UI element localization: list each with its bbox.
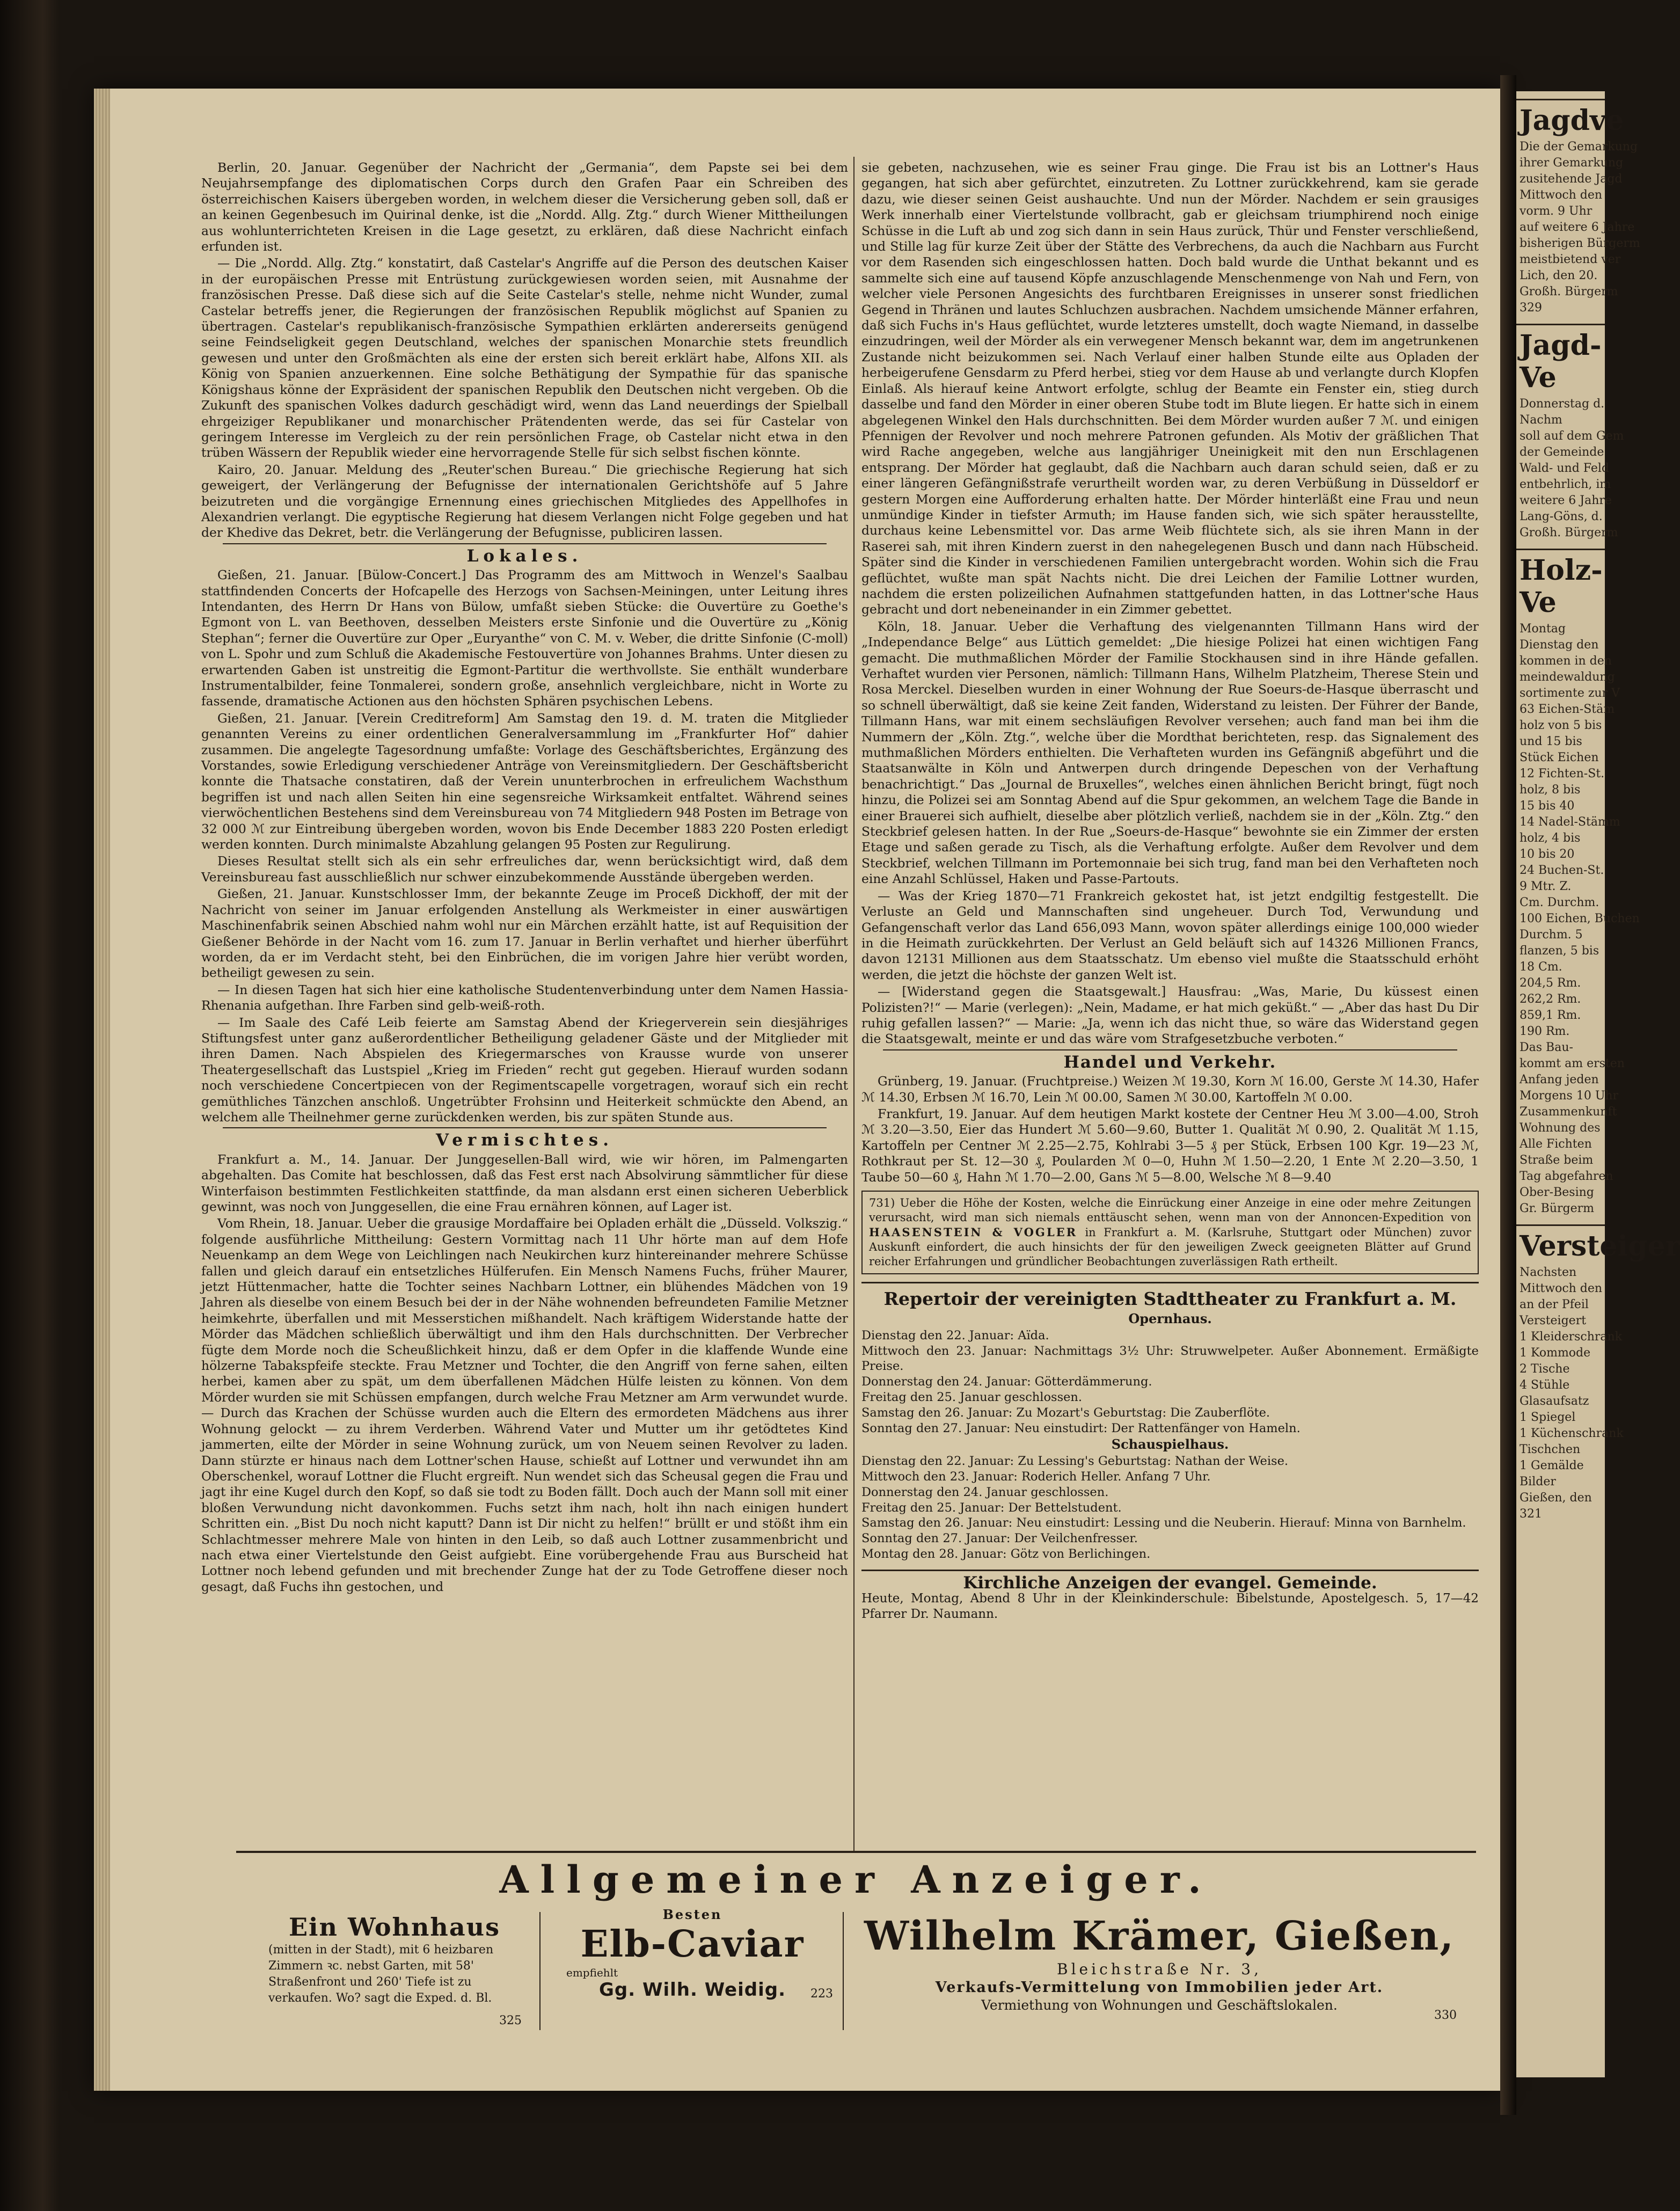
adjacent-page bbox=[1516, 91, 1680, 2077]
adjacent-page-line: Lang-Göns, d. bbox=[1520, 510, 1603, 523]
adjacent-page-line: 63 Eichen-Stäm bbox=[1520, 703, 1615, 716]
right-column bbox=[861, 160, 1479, 1622]
left-column bbox=[201, 160, 848, 1596]
section-rule bbox=[223, 1127, 827, 1128]
ad-caviar-sub: Besten bbox=[662, 1907, 722, 1922]
adjacent-page-line: 190 Rm. bbox=[1520, 1025, 1570, 1038]
play-entry: Montag den 28. Januar: Götz von Berlichingen. bbox=[861, 1546, 1151, 1561]
adjacent-page-line: der Gemeinde bbox=[1520, 446, 1604, 459]
anzeiger-title: Allgemeiner Anzeiger. bbox=[499, 1857, 1213, 1902]
ad-wohnhaus bbox=[268, 1912, 521, 2006]
adjacent-page-line: Wohnung des bbox=[1520, 1121, 1601, 1135]
lokales-item: — Im Saale des Café Leib feierte am Samstag Abend der Kriegerverein sein diesjähriges Stiftungsfest unter ganz außerordentlicher Betheiligung geladener Gäste und der Mitglieder mit ihren Damen. Nach Abspielen des Kriegermarsches von Krausse wurde von unserer Theatergesellschaft das Lustspiel „Krieg im Frieden“ recht gut gegeben. Hierauf wurden sodann noch verschiedene Concertpiecen von der Regimentscapelle vorgetragen, worauf sich ein recht gemüthliches Tänzchen anschloß. Ungetrübter Frohsinn und Heiterkeit schmückte den Abend, an welchem alle Theilnehmer gerne zurückdenken werden, bis zur späten Stunde aus. bbox=[201, 1015, 848, 1125]
adjacent-page-line: Gießen, den bbox=[1520, 1491, 1592, 1505]
adjacent-page-line: holz, 4 bis bbox=[1520, 831, 1581, 845]
adjacent-page-line: 9 Mtr. Z. bbox=[1520, 880, 1572, 893]
opera-entry: Donnerstag den 24. Januar: Götterdämmerung. bbox=[861, 1375, 1152, 1389]
opera-entry: Mittwoch den 23. Januar: Nachmittags 3½ Uhr: Struwwelpeter. Außer Abonnement. Ermäßigte Preise. bbox=[861, 1344, 1479, 1374]
opera-entry: Sonntag den 27. Januar: Neu einstudirt: Der Rattenfänger von Hameln. bbox=[861, 1421, 1301, 1435]
adjacent-page-line: 321 bbox=[1520, 1507, 1542, 1521]
play-entry: Mittwoch den 23. Januar: Roderich Heller. Anfang 7 Uhr. bbox=[861, 1469, 1211, 1484]
adjacent-page-line: Jagdve bbox=[1516, 99, 1605, 139]
news-nordd: — Die „Nordd. Allg. Ztg.“ konstatirt, daß Castelar's Angriffe auf die Person des deutschen Kaiser in der europäischen Presse mit Entrüstung zurückgewiesen worden seien, mit Ausnahme der französischen Presse. Daß diese sich auf die Seite Castelar's stelle, nehme nicht Wunder, zumal Castelar betreffs jener, die Regierungen der französischen Republik möglichst auf Spanien zu übertragen. Castelar's republikanisch-französische Sympathien erklärten andererseits genügend seine Feindseligkeit gegen Deutschland, welches der spanischen Monarchie stets freundlich gewesen und unter den Großmächten als eine der ersten sich bereit erklärt habe, Alfons XII. als König von Spanien anzuerkennen. Eine solche Bethätigung der Sympathie für das spanische Königshaus könne der Expräsident der spanischen Republik den Deutschen nicht vergeben. Ob die Zukunft des spanischen Volkes dadurch geschädigt wird, wenn das Land neuerdings der Spielball ehrgeiziger Republikaner und monarchischer Prätendenten werde, das sei für Castelar von geringem Interesse im Vergleich zu der rein persönlichen Frage, ob Castelar nicht etwa in den trüben Wässern der Republik wieder eine hervorragende Stelle für sich selbst fischen könnte. bbox=[201, 256, 848, 461]
adjacent-page-line: kommt am ersten bbox=[1520, 1057, 1625, 1070]
adjacent-page-line: Mittwoch den bbox=[1520, 1282, 1603, 1295]
column-rule bbox=[853, 157, 854, 1851]
ad-caviar bbox=[550, 1907, 835, 2001]
opera-entry: Dienstag den 22. Januar: Aïda. bbox=[861, 1328, 1049, 1342]
play-entry: Freitag den 25. Januar: Der Bettelstudent. bbox=[861, 1500, 1122, 1515]
ad-wohnhaus-text: (mitten in der Stadt), mit 6 heizbaren Zimmern ꝛc. nebst Garten, mit 58' Straßenfront und 260' Tiefe ist zu verkaufen. Wo? sagt die Exped. d. Bl. bbox=[268, 1943, 494, 2005]
adjacent-page-line: Das Bau- bbox=[1520, 1041, 1573, 1054]
adjacent-page-line: Anfang jeden bbox=[1520, 1073, 1599, 1086]
play-heading: Schauspielhaus. bbox=[1111, 1436, 1229, 1453]
adjacent-page-line: Großh. Bürgerm bbox=[1520, 285, 1618, 298]
adjacent-page-line: 1 Gemälde bbox=[1520, 1459, 1584, 1472]
adjacent-page-line: und 15 bis bbox=[1520, 735, 1582, 748]
adjacent-page-line: 15 bis 40 bbox=[1520, 799, 1575, 813]
lokales-item: — In diesen Tagen hat sich hier eine katholische Studentenverbindung unter dem Namen Hassia-Rhenania aufgethan. Ihre Farben sind gelb-weiß-roth. bbox=[201, 982, 848, 1013]
adjacent-page-line: 18 Cm. bbox=[1520, 960, 1562, 974]
ad-kraemer-address: Bleichstraße Nr. 3, bbox=[1057, 1960, 1262, 1978]
adjacent-page-line: sortimente zur V bbox=[1520, 687, 1620, 700]
handel-item: Frankfurt, 19. Januar. Auf dem heutigen Markt kostete der Centner Heu ℳ 3.00—4.00, Stroh ℳ 3.20—3.50, Eier das Hundert ℳ 5.60—9.60, Butter 1. Qualität ℳ 0.90, 2. Qualität ℳ 1.15, Kartoffeln per Centner ℳ 2.25—2.75, Kohlrabi 3—5 ₰ per Stück, Erbsen 100 Kgr. 19—23 ℳ, Rothkraut per St. 12—30 ₰, Poularden ℳ 0—0, Huhn ℳ 1.50—2.20, 1 Ente ℳ 2.20—3.50, 1 Taube 50—60 ₰, Hahn ℳ 1.70—2.00, Gans ℳ 5—8.00, Welsche ℳ 8—9.40 bbox=[861, 1106, 1479, 1185]
continuation-item: — [Widerstand gegen die Staatsgewalt.] Hausfrau: „Was, Marie, Du küssest einen Polizisten?!“ — Marie (verlegen): „Nein, Madame, er hat mich geküßt.“ — „Aber das hast Du Dir ruhig gefallen lassen?“ — Marie: „Ja, wenn ich das nicht thue, so wäre das Widerstand gegen die Staatsgewalt, meinte er und das wäre vom Strafgesetzbuche verboten.“ bbox=[861, 984, 1479, 1047]
adjacent-page-line: Stück Eichen bbox=[1520, 751, 1599, 764]
adjacent-page-line: 4 Stühle bbox=[1520, 1378, 1570, 1392]
ad-kraemer-line1: Verkaufs-Vermittelung von Immobilien jeder Art. bbox=[935, 1979, 1384, 1996]
adjacent-page-line: auf weitere 6 Jahre bbox=[1520, 221, 1635, 234]
adjacent-page-line: Jagd-Ve bbox=[1516, 324, 1605, 396]
vermischtes-item: Vom Rhein, 18. Januar. Ueber die grausige Mordaffaire bei Opladen erhält die „Düsseld. Volkszig.“ folgende ausführliche Mittheilung: Gestern Vormittag nach 11 Uhr hörte man auf dem Hofe Neuenkamp an dem Wege von Leichlingen nach Neukirchen kurz hintereinander mehrere Schüsse fallen und gleich darauf ein entsetzliches Hülferufen. Ein Mensch Namens Fuchs, früher Maurer, jetzt Hüttenmacher, hatte die Tochter seines Nachbarn Lottner, ein blühendes Mädchen von 19 Jahren als dieselbe von einem Besuch bei der in der Nähe wohnenden befreundeten Familie Metzner heimkehrte, überfallen und mit Messerstichen mißhandelt. Nach kräftigem Widerstande hatte der Mörder das Mädchen schließlich überwältigt und ihm den Hals durchschnitten. Der Verbrecher fügte dem Morde noch die Scheußlichkeit hinzu, daß er dem Opfer in die klaffende Wunde eine hölzerne Tabakspfeife steckte. Frau Metzner und Tochter, die den Angriff von ferne sahen, eilten herbei, kamen aber zu spät, um dem überfallenen Mädchen Hülfe leisten zu können. Von dem Mörder wurden sie mit Schüssen empfangen, durch welche Frau Metzner am Arm verwundet wurde. — Durch das Krachen der Schüsse wurden auch die Eltern des ermordeten Mädchens aus ihrer Wohnung gelockt — zu ihrem Verderben. Während Vater und Mutter um ihr getödtetes Kind jammerten, eilte der Mörder in seine Wohnung zurück, um von Neuem seinen Revolver zu laden. Dann stürzte er hinaus nach dem Lottner'schen Hause, schießt auf Lottner und verwundet ihn am Oberschenkel, worauf Lottner die Flucht ergreift. Nun wendet sich das Scheusal gegen die Frau und jagt ihr eine Kugel durch den Kopf, so daß sie todt zu Boden fällt. Doch auch der Mann soll mit einer bloßen Verwundung nicht davonkommen. Fuchs setzt ihm nach, holt ihn nach einigen hundert Schritten ein. „Bist Du noch nicht kaputt? Dann ist Dir nicht zu helfen!“ brüllt er und stößt ihm ein Schlachtmesser mehrere Male von hinten in den Leib, so daß auch Lottner zusammenbricht und nach etwa einer Viertelstunde den Geist aufgiebt. Eine vorübergehende Frau aus Burscheid hat Lottner noch lebend gefunden und mit brechender Zunge hat der zu Tode Getroffene dieser noch gesagt, daß Fuchs ihn gestochen, und bbox=[201, 1216, 848, 1594]
adjacent-page-line: Glasaufsatz bbox=[1520, 1395, 1589, 1408]
adjacent-page-line: Versteiger bbox=[1516, 1224, 1605, 1265]
ad-number: 325 bbox=[499, 2014, 522, 2027]
adjacent-page-line: 12 Fichten-St. bbox=[1520, 767, 1605, 780]
adjacent-page-line: Nachsten bbox=[1520, 1266, 1577, 1279]
adjacent-page-line: Holz-Ve bbox=[1516, 549, 1605, 621]
notice-text-a: Ueber die Höhe der Kosten, welche die Einrückung einer Anzeige in eine oder mehre Zeitungen verursacht, wird man sich niemals enttäuscht sehen, wenn man von der Annoncen-Expedition von bbox=[869, 1196, 1471, 1224]
adjacent-page-line: Lich, den 20. bbox=[1520, 269, 1598, 282]
vermischtes-item: Frankfurt a. M., 14. Januar. Der Junggesellen-Ball wird, wie wir hören, im Palmengarten abgehalten. Das Comite hat beschlossen, daß das Fest erst nach Absolvirung sämmtlicher für diese Winterfaison bestimmten Festlichkeiten stattfinde, da man alsdann erst einen sicheren Ueberblick gewinnt, was noch von Junggesellen, die eine Frau ernähren können, auf Lager ist. bbox=[201, 1151, 848, 1214]
play-entry: Sonntag den 27. Januar: Der Veilchenfresser. bbox=[861, 1531, 1138, 1546]
adjacent-page-line: Straße beim bbox=[1520, 1154, 1594, 1167]
adjacent-page-line: Versteigert bbox=[1520, 1314, 1587, 1327]
continuation-item: — Was der Krieg 1870—71 Frankreich gekostet hat, ist jetzt endgiltig festgestellt. Die Verluste an Geld und Mannschaften sind ungeheuer. Durch Tod, Verwundung und Gefangenschaft verlor das Land 656,093 Mann, wovon später allerdings einige 100,000 wieder in die Heimath zurückkehrten. Der Verlust an Geld beläuft sich auf 14326 Millionen Francs, davon 12131 Millionen aus dem Staatsschatz. Um ebenso viel mußte die Staatsschuld erhöht werden, die jetzt die höchste der ganzen Welt ist. bbox=[861, 888, 1479, 982]
adjacent-page-line: holz, 8 bis bbox=[1520, 783, 1581, 797]
ad-kraemer-line2: Vermiethung von Wohnungen und Geschäftslokalen. bbox=[981, 1997, 1338, 2013]
play-entry: Samstag den 26. Januar: Neu einstudirt: Lessing und die Neuberin. Hierauf: Minna von Barnhelm. bbox=[861, 1516, 1466, 1530]
ad-caviar-pre: empfiehlt bbox=[566, 1966, 618, 1979]
adjacent-page-line: Die der Gemarkung bbox=[1520, 140, 1638, 154]
church-notices-title: Kirchliche Anzeigen der evangel. Gemeinde. bbox=[861, 1570, 1479, 1591]
handel-heading: Handel und Verkehr. bbox=[1063, 1052, 1277, 1072]
notice-text-b: in Frankfurt a. M. (Karlsruhe, Stuttgart oder München) zuvor Auskunft einfordert, die auch hinsichts der für den jeweiligen Zweck geeigneten Blätter auf Grund reicher Erfahrungen und gründlicher Beobachtungen zuverlässigen Rath ertheilt. bbox=[869, 1226, 1471, 1268]
adjacent-page-line: entbehrlich, im bbox=[1520, 478, 1611, 491]
opera-heading: Opernhaus. bbox=[1128, 1311, 1212, 1326]
allgemeiner-anzeiger bbox=[236, 1851, 1476, 2030]
adjacent-page-line: Zusammenkunft bbox=[1520, 1105, 1617, 1119]
adjacent-page-line: 204,5 Rm. bbox=[1520, 976, 1581, 990]
adjacent-page-line: bisherigen Bürgerm bbox=[1520, 237, 1640, 250]
news-kairo: Kairo, 20. Januar. Meldung des „Reuter'schen Bureau.“ Die griechische Regierung hat sich geweigert, der Verlängerung der Befugnisse der internationalen Gerichtshöfe auf 5 Jahre beizutreten und die vorgängige Ernennung eines griechischen Mitgliedes des Appellhofes in Alexandrien verlangt. Die egyptische Regierung hat diesem Verlangen nicht Folge gegeben und hat der Khedive das Dekret, betr. die Verlängerung der Befugnisse, publiciren lassen. bbox=[201, 462, 848, 541]
opera-entry: Freitag den 25. Januar geschlossen. bbox=[861, 1390, 1083, 1404]
adjacent-page-line: kommen in den bbox=[1520, 654, 1612, 668]
notice-number: 731) bbox=[869, 1196, 895, 1209]
repertoire-title: Repertoir der vereinigten Stadttheater zu Frankfurt a. M. bbox=[861, 1282, 1479, 1310]
adjacent-page-line: Alle Fichten bbox=[1520, 1137, 1592, 1151]
adjacent-page-line: Wald- und Feld bbox=[1520, 462, 1609, 475]
lokales-item: Gießen, 21. Januar. [Verein Creditreform] Am Samstag den 19. d. M. traten die Mitglieder genannten Vereins zu einer ordentlichen Generalversammlung im „Frankfurter Hof“ dahier zusammen. Die angelegte Tagesordnung umfaßte: Vorlage des Geschäftsberichtes, Ergänzung des Vorstandes, sowie Erledigung verschiedener Anträge von Vereinsmitgliedern. Der Geschäftsbericht konnte die Thatsache constatiren, daß der Verein ununterbrochen in erfreulichem Wachsthum begriffen ist und nach allen Seiten hin eine segensreiche Wirksamkeit entfaltet. Während seines vierwöchentlichen Bestehens sind dem Vereinsbureau von 74 Mitgliedern 948 Posten im Betrage von 32 000 ℳ zur Eintreibung übergeben worden, wovon bis Ende December 1883 220 Posten erledigt werden konnten. Durch minimalste Abzahlung gelangen 95 Posten zur Regulirung. bbox=[201, 710, 848, 852]
ad-divider bbox=[539, 1912, 540, 2030]
continuation-item: Köln, 18. Januar. Ueber die Verhaftung des vielgenannten Tillmann Hans wird der „Independance Belge“ aus Lüttich gemeldet: „Die hiesige Polizei hat einen wichtigen Fang gemacht. Die muthmaßlichen Mörder der Familie Stockhausen sind in ihre Hände gefallen. Verhaftet wurden vier Personen, nämlich: Tillmann Hans, Wilhelm Platzheim, Therese Stein und Rosa Merckel. Dieselben wurden in einer Wohnung der Rue Soeurs-de-Hasque überrascht und so schnell überwältigt, daß sie keine Zeit fanden, Widerstand zu leisten. Der Führer der Bande, Tillmann Hans, war mit einem sechsläufigen Revolver versehen; auch fand man bei ihm die Nummern der „Köln. Ztg.“, welche über die Mordthat berichteten, resp. das Signalement des muthmaßlichen Mörders enthielten. Die Verhafteten wurden ins Gefängniß abgeführt und die Staatsanwälte in Köln und Antwerpen durch dringende Depeschen von der Verhaftung benachrichtigt.“ Das „Journal de Bruxelles“, welches einen ähnlichen Bericht bringt, fügt noch hinzu, die Polizei sei am Sonntag Abend auf die Spur gekommen, an welchem Tage die Bande in einer Brauerei sich aufhielt, dieselbe aber plötzlich verließ, nachdem sie in der „Köln. Ztg.“ den Steckbrief gelesen hatten. In der Rue „Soeurs-de-Hasque“ bewohnte sie ein Zimmer der ersten Etage und saßen gerade zu Tisch, als die Verhaftung erfolgte. Außer dem Revolver und dem Steckbrief, welchen Tillmann im Portemonnaie bei sich trug, fand man bei den Verhafteten noch eine Anzahl Schlüssel, Haken und Passe-Partouts. bbox=[861, 618, 1479, 887]
adjacent-page-line: Tischchen bbox=[1520, 1443, 1581, 1456]
adjacent-page-line: 1 Spiegel bbox=[1520, 1411, 1576, 1424]
adjacent-page-line: vorm. 9 Uhr bbox=[1520, 205, 1593, 218]
lokales-item: Dieses Resultat stellt sich als ein sehr erfreuliches dar, wenn berücksichtigt wird, daß dem Vereinsbureau fast ausschließlich nur schwer einzubekommende Ausstände übergeben werden. bbox=[201, 853, 848, 885]
adjacent-page-line: Tag abgefahren bbox=[1520, 1170, 1613, 1183]
adjacent-page-line: flanzen, 5 bis bbox=[1520, 944, 1599, 958]
ad-number: 330 bbox=[1434, 2009, 1457, 2022]
ad-kraemer-head: Wilhelm Krämer, Gießen, bbox=[864, 1913, 1455, 1959]
adjacent-page-line: 24 Buchen-St. bbox=[1520, 864, 1604, 877]
ad-wohnhaus-head: Ein Wohnhaus bbox=[288, 1913, 501, 1942]
adjacent-page-line: an der Pfeil bbox=[1520, 1298, 1589, 1311]
adjacent-page-line: Montag bbox=[1520, 622, 1566, 636]
adjacent-page-line: zusitehende Jagd bbox=[1520, 172, 1623, 186]
anzeiger-ads-row bbox=[236, 1907, 1476, 2030]
adjacent-page-line: soll auf dem Gem bbox=[1520, 429, 1624, 443]
adjacent-page-line: Morgens 10 Uhr bbox=[1520, 1089, 1619, 1103]
ad-divider bbox=[843, 1912, 844, 2030]
adjacent-page-line: Nachm bbox=[1520, 413, 1562, 427]
adjacent-page-line: Dienstag den bbox=[1520, 638, 1599, 652]
church-notices-text: Heute, Montag, Abend 8 Uhr in der Kleinkinderschule: Bibelstunde, Apostelgesch. 5, 17—42 Pfarrer Dr. Naumann. bbox=[861, 1592, 1479, 1622]
adjacent-page-line: 329 bbox=[1520, 301, 1542, 315]
adjacent-page-line: 10 bis 20 bbox=[1520, 848, 1575, 861]
ad-number: 223 bbox=[810, 1987, 833, 2001]
adjacent-page-line: 1 Küchenschrank bbox=[1520, 1427, 1624, 1440]
adjacent-page-line: Gr. Bürgerm bbox=[1520, 1202, 1594, 1215]
handel-item: Grünberg, 19. Januar. (Fruchtpreise.) Weizen ℳ 19.30, Korn ℳ 16.00, Gerste ℳ 14.30, Hafer ℳ 14.30, Erbsen ℳ 16.70, Lein ℳ 00.00, Samen ℳ 30.00, Kartoffeln ℳ 0.00. bbox=[861, 1074, 1479, 1105]
theatre-repertoire bbox=[861, 1282, 1479, 1562]
lokales-item: Gießen, 21. Januar. [Bülow-Concert.] Das Programm des am Mittwoch in Wenzel's Saalbau stattfindenden Concerts der Hofcapelle des Herzogs von Sachsen-Meiningen, unter Leitung ihres Intendanten, des Herrn Dr Hans von Bülow, umfaßt sieben Stücke: die Ouvertüre zu Goethe's Egmont von L. van Beethoven, desselben Meisters erste Sinfonie und die Ouvertüre zu „König Stephan“; ferner die Ouvertüre zur Oper „Euryanthe“ von C. M. v. Weber, die dritte Sinfonie (C-moll) von L. Spohr und zum Schluß die Akademische Festouvertüre von Johannes Brahms. Unter diesen zu erwartenden Gaben ist unstreitig die Egmont-Partitur die werthvollste. Sie enthält wunderbare Instrumentalbilder, feine Tonmalerei, sondern große, ansehnlich vergleichbare, nicht in Worte zu fassende, dramatische Actionen aus den höchsten Sphären psychischen Lebens. bbox=[201, 567, 848, 709]
adjacent-page-line: 262,2 Rm. bbox=[1520, 993, 1581, 1006]
lokales-heading: Lokales. bbox=[466, 546, 583, 566]
book-binding bbox=[1500, 75, 1516, 2115]
adjacent-page-line: 2 Tische bbox=[1520, 1362, 1570, 1376]
news-berlin: Berlin, 20. Januar. Gegenüber der Nachricht der „Germania“, dem Papste sei bei dem Neujahrsempfange des diplomatischen Corps durch den Grafen Paar ein Schreiben des österreichischen Kaisers übergeben worden, in welchem dieser die Versicherung geben soll, daß er an keinen Gegenbesuch im Quirinal denke, ist die „Nordd. Allg. Ztg.“ durch Wiener Mittheilungen aus wohlunterrichteten Kreisen in die Lage gesetzt, zu erklären, daß diese Nachricht einfach erfunden ist. bbox=[201, 160, 848, 254]
vermischtes-heading: Vermischtes. bbox=[436, 1130, 613, 1150]
ad-caviar-head: Elb-Caviar bbox=[580, 1923, 805, 1966]
adjacent-page-line: 1 Kleiderschrank bbox=[1520, 1330, 1623, 1344]
play-entry: Dienstag den 22. Januar: Zu Lessing's Geburtstag: Nathan der Weise. bbox=[861, 1454, 1289, 1469]
play-entry: Donnerstag den 24. Januar geschlossen. bbox=[861, 1485, 1109, 1499]
adjacent-page-line: Donnerstag d. bbox=[1520, 397, 1605, 411]
ad-caviar-name: Gg. Wilh. Weidig. bbox=[598, 1979, 786, 2001]
adjacent-page-line: Großh. Bürgerm bbox=[1520, 526, 1618, 539]
section-rule bbox=[223, 543, 827, 544]
opera-entry: Samstag den 26. Januar: Zu Mozart's Geburtstag: Die Zauberflöte. bbox=[861, 1405, 1270, 1420]
adjacent-page-line: Mittwoch den bbox=[1520, 188, 1603, 202]
adjacent-page-line: Bilder bbox=[1520, 1475, 1556, 1488]
adjacent-page-line: 1 Kommode bbox=[1520, 1346, 1591, 1360]
ad-kraemer bbox=[853, 1912, 1465, 2014]
adjacent-page-line: weitere 6 Jahre bbox=[1520, 494, 1612, 507]
haasenstein-notice bbox=[861, 1191, 1479, 1274]
adjacent-page-line: Ober-Besing bbox=[1520, 1186, 1594, 1199]
adjacent-page-line: 100 Eichen, Buchen bbox=[1520, 912, 1640, 925]
page-edge-stack bbox=[94, 89, 110, 2091]
adjacent-page-line: 14 Nadel-Stämm bbox=[1520, 815, 1620, 829]
section-rule bbox=[883, 1049, 1457, 1050]
adjacent-page-line: meistbietend ver bbox=[1520, 253, 1621, 266]
continuation-item: sie gebeten, nachzusehen, wie es seiner Frau ginge. Die Frau ist bis an Lottner's Haus gegangen, hat sich aber gefürchtet, einzutreten. Zu Lottner zurückkehrend, kam sie gerade dazu, wie dieser seinen Geist aushauchte. Und nun der Mörder. Nachdem er sein grausiges Werk innerhalb einer Viertelstunde vollbracht, gab er gleichsam triumphirend noch einige Schüsse in die Luft ab und zog sich dann in sein Haus zurück, Thür und Fenster verschließend, und Stille lag für kurze Zeit über der Stätte des Verbrechens, da auch die Nachbarn aus Furcht vor dem Rasenden sich eingeschlossen hatten. Doch bald wurde die Unthat bekannt und es sammelte sich eine auf tausend Köpfe anzuschlagende Menschenmenge von Nah und Fern, von welcher viele Personen Angesichts des furchtbaren Ereignisses in unserer sonst friedlichen Gegend in Thränen und lautes Schluchzen ausbrachen. Nachdem umsichende Männer erfahren, daß sich Fuchs in's Haus geflüchtet, wurde letzteres umstellt, doch wagte Niemand, in dasselbe einzudringen, weil der Mörder als ein verwegener Mensch bekannt war, dem im angetrunkenen Zustande nicht beizukommen sei. Nach Verlauf einer halben Stunde eilte aus Opladen der herbeigerufene Gensdarm zu Pferd herbei, stieg vor dem Hause ab und verlangte durch Klopfen Einlaß. Als hierauf keine Antwort erfolgte, schlug der Beamte ein Fenster ein, stieg durch dasselbe und fand den Mörder in einer oberen Stube todt im Blute liegen. Er hatte sich in einem abgelegenen Winkel den Hals durchschnitten. Bei dem Mörder wurden außer 7 ℳ. und einigen Pfennigen der Revolver und noch mehrere Patronen gefunden. Als Motiv der gräßlichen That wird Rache angegeben, welche aus langjähriger Uneinigkeit mit den nun Erschlagenen entsprang. Der Mörder hat geglaubt, daß die Nachbarn auch daran schuld seien, daß er zu einer längeren Gefängnißstrafe verurtheilt worden war, zu deren Verbüßung in Düsseldorf er gestern Morgen eine Aufforderung erhalten hatte. Der Mörder hinterläßt eine Frau und neun unmündige Kinder in tiefster Armuth; im Hause fanden sich, wie sich später herausstellte, durchaus keine Lebensmittel vor. Das arme Weib flüchtete sich, als sie ihren Mann in der Raserei sah, mit ihren Kindern zuerst in den nahegelegenen Busch und dann nach Hübscheid. Später sind die Kinder in verschiedenen Familien untergebracht worden. Wohin sich die Frau geflüchtet, wußte man spät Nachts nicht. Die drei Leichen der Familie Lottner wurden, nachdem die ersten polizeilichen Aufnahmen stattgefunden hatten, in das Lottner'sche Haus gebracht und dort nebeneinander in ein Zimmer gebettet. bbox=[861, 160, 1479, 617]
adjacent-page-line: Cm. Durchm. bbox=[1520, 896, 1599, 909]
adjacent-page-line: 859,1 Rm. bbox=[1520, 1009, 1581, 1022]
adjacent-page-line: holz von 5 bis bbox=[1520, 719, 1602, 732]
adjacent-page-line: ihrer Gemarkung bbox=[1520, 156, 1624, 170]
notice-firm: HAASENSTEIN & VOGLER bbox=[869, 1225, 1078, 1239]
lokales-item: Gießen, 21. Januar. Kunstschlosser Imm, der bekannte Zeuge im Proceß Dickhoff, der mit der Nachricht von seiner im Januar erfolgenden Anstellung als Werkmeister in einer auswärtigen Maschinenfabrik seinen Abschied nahm wohl nur ein Märchen erzählt hatte, ist auf Requisition der Gießener Behörde in der Nacht vom 16. zum 17. Januar in Berlin verhaftet und hierher überführt worden, da er im Verdacht steht, bei den Einbrüchen, die im vorigen Jahre hier verübt worden, betheiligt gewesen zu sein. bbox=[201, 886, 848, 981]
adjacent-page-line: Durchm. 5 bbox=[1520, 928, 1583, 942]
adjacent-page-line: meindewaldung bbox=[1520, 670, 1615, 684]
